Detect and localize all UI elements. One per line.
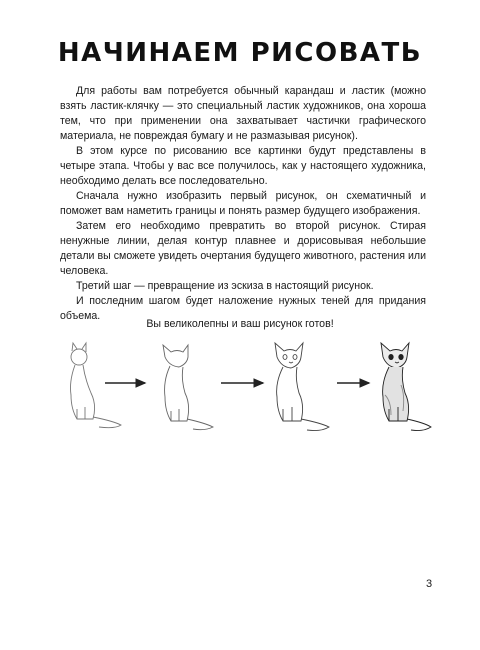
paragraph-materials: Для работы вам потребуется обычный карандаш и ластик (можно взять ластик-клячку — это специальный ластик художников, она хороша тем, что при применении она захватывает частички графического материала, не повреждая бумагу и не размазывая рисунок). [60,85,426,142]
cat-drawing-step-3 [275,343,329,431]
cat-drawing-step-4 [381,343,431,431]
paragraph-step-four: И последним шагом будет наложение нужных теней для придания объема. [60,295,426,322]
paragraph-step-one: Сначала нужно изобразить первый рисунок, он схематичный и поможет вам наметить границы и понять размер будущего изображения. [60,190,426,217]
paragraph-step-two: Затем его необходимо превратить во второй рисунок. Стирая ненужные линии, делая контур плавнее и дорисовывая небольшие детали вы сможете увидеть очертания будущего животного, растения или человека. [60,220,426,277]
paragraph-step-three: Третий шаг — превращение из эскиза в настоящий рисунок. [76,280,374,292]
paragraph-stages: В этом курсе по рисованию все картинки будут представлены в четыре этапа. Чтобы у вас все получилось, как у настоящего художника, необходимо делать все последовательно. [60,145,426,187]
caption: Вы великолепны и ваш рисунок готов! [146,318,334,330]
drawing-steps-illustration [55,335,435,435]
cat-sketch-step-2 [163,345,213,430]
page-number: 3 [426,578,433,590]
body-text [60,84,426,324]
cat-sketch-step-1 [71,343,122,428]
page-title: НАЧИНАЕМ РИСОВАТЬ [57,38,423,68]
